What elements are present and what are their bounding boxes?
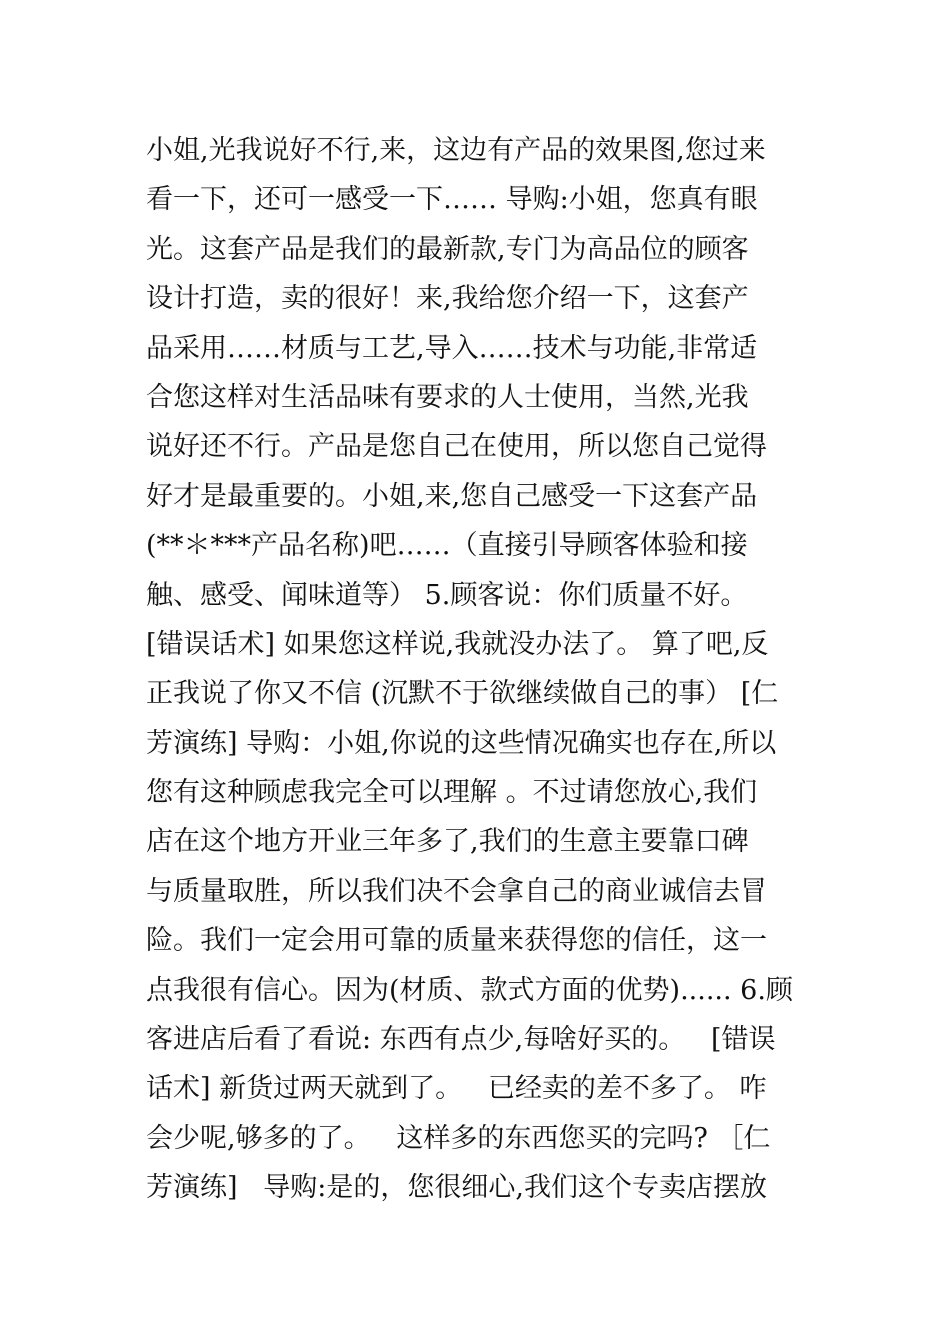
text-line-11: [错误话术] 如果您这样说,我就没办法了。 算了吧,反 <box>146 628 769 660</box>
text-line-7: 说好还不行。产品是您自己在使用，所以您自己觉得 <box>146 431 767 463</box>
text-line-22: 芳演练] 导购:是的，您很细心,我们这个专卖店摆放 <box>146 1172 767 1204</box>
text-line-2: 看一下，还可一感受一下…… 导购:小姐，您真有眼 <box>146 184 758 216</box>
text-line-17: 险。我们一定会用可靠的质量来获得您的信任，这一 <box>146 925 767 957</box>
body-text <box>146 126 816 1213</box>
text-line-13: 芳演练] 导购：小姐,你说的这些情况确实也存在,所以 <box>146 727 777 759</box>
text-line-19: 客进店后看了看说: 东西有点少,每啥好买的。 [错误 <box>146 1024 776 1056</box>
text-line-8: 好才是最重要的。小姐,来,您自己感受一下这套产品 <box>146 480 758 512</box>
text-line-9: (**＊***产品名称)吧……（直接引导顾客体验和接 <box>146 530 748 562</box>
text-line-20: 话术] 新货过两天就到了。 已经卖的差不多了。 咋 <box>146 1073 767 1105</box>
text-line-18: 点我很有信心。因为(材质、款式方面的优势)...... 6.顾 <box>146 974 793 1006</box>
text-line-12: 正我说了你又不信 (沉默不于欲继续做自己的事） [仁 <box>146 678 779 710</box>
text-line-21: 会少呢,够多的了。 这样多的东西您买的完吗? ［仁 <box>146 1122 771 1154</box>
text-line-4: 设计打造，卖的很好！来,我给您介绍一下，这套产 <box>146 283 749 315</box>
text-line-6: 合您这样对生活品味有要求的人士使用，当然,光我 <box>146 381 749 413</box>
text-line-1: 小姐,光我说好不行,来，这边有产品的效果图,您过来 <box>146 135 766 166</box>
text-line-10: 触、感受、闻味道等） 5.顾客说：你们质量不好。 <box>146 579 748 611</box>
text-line-3: 光。这套产品是我们的最新款,专门为高品位的顾客 <box>146 233 749 265</box>
text-line-16: 与质量取胜，所以我们决不会拿自己的商业诚信去冒 <box>146 875 767 907</box>
text-line-5: 品采用……材质与工艺,导入……技术与功能,非常适 <box>146 332 758 364</box>
text-line-14: 您有这种顾虑我完全可以理解 。不过请您放心,我们 <box>146 777 758 809</box>
text-line-15: 店在这个地方开业三年多了,我们的生意主要靠口碑 <box>146 826 749 858</box>
